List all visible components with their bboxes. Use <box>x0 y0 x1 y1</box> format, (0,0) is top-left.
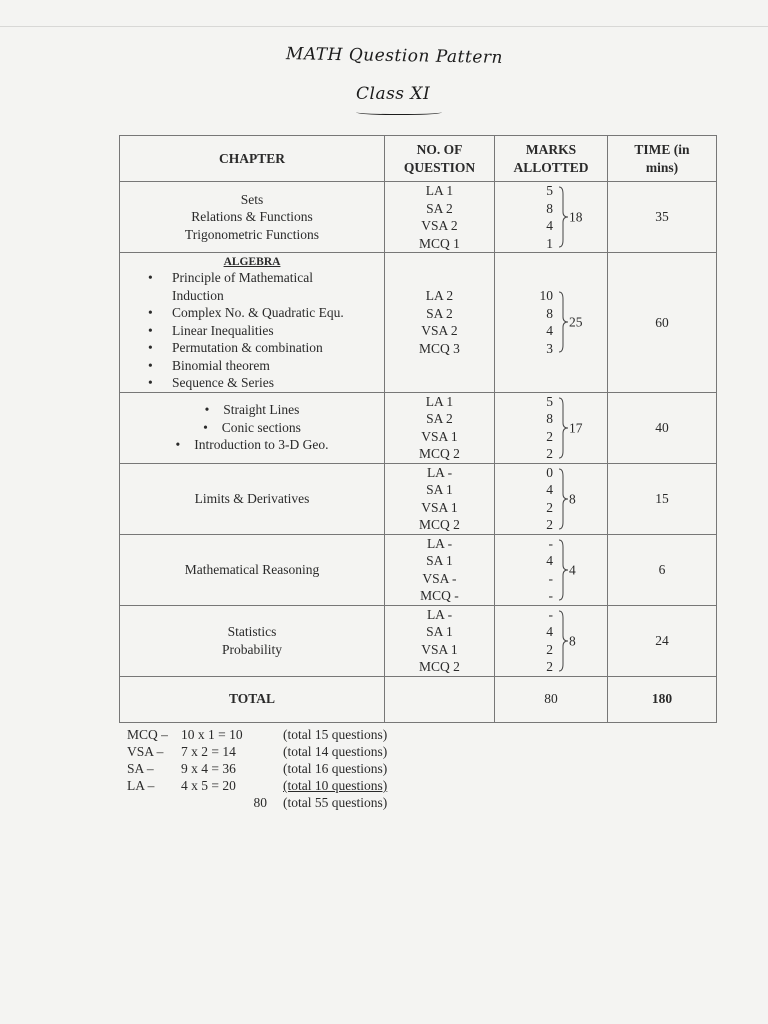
marks-cell <box>495 463 608 534</box>
summary-label: LA – <box>127 778 155 793</box>
summary-calc: 9 x 4 = 36 <box>181 761 236 776</box>
total-time: 180 <box>608 676 717 722</box>
total-label: TOTAL <box>120 676 385 722</box>
total-questions-cell <box>385 676 495 722</box>
question-count: SA 1 <box>426 482 453 497</box>
underline-mark <box>356 108 442 115</box>
chapter-name: Probability <box>222 641 282 657</box>
summary-label: VSA – <box>127 744 164 759</box>
chapter-name: Limits & Derivatives <box>194 490 310 506</box>
mark-value: - <box>548 535 553 551</box>
time-cell: 40 <box>608 392 717 463</box>
marks-subtotal: 18 <box>569 209 583 225</box>
question-count: MCQ 2 <box>419 446 460 461</box>
mark-value: - <box>548 588 553 603</box>
mark-value: 4 <box>546 323 553 339</box>
chapter-name: Trigonometric Functions <box>184 226 320 242</box>
question-count: SA 2 <box>426 305 453 321</box>
mark-value: 0 <box>546 464 553 480</box>
marks-subtotal: 25 <box>569 314 583 330</box>
mark-value: 2 <box>546 428 553 444</box>
summary-note: (total 16 questions) <box>283 761 388 776</box>
mark-value: 4 <box>546 482 553 497</box>
mark-value: 5 <box>546 183 553 198</box>
questions-cell <box>385 534 495 605</box>
table-row <box>120 392 717 463</box>
questions-cell <box>385 392 495 463</box>
mark-value: 2 <box>546 641 553 657</box>
summary-label: MCQ – <box>127 727 168 742</box>
list-item: • Linear Inequalities <box>172 322 384 340</box>
marks-cell <box>495 605 608 676</box>
brace-icon <box>557 539 569 601</box>
summary-note: (total 15 questions) <box>283 727 388 742</box>
time-cell: 60 <box>608 253 717 393</box>
mark-value: - <box>548 570 553 586</box>
list-item: • Conic sections <box>120 419 384 437</box>
chapter-cell <box>120 253 385 393</box>
summary-calc: 80 <box>253 795 267 810</box>
section-heading: ALGEBRA <box>223 256 281 268</box>
table-row <box>120 463 717 534</box>
question-count: VSA - <box>422 570 457 586</box>
handwritten-title: MATH Question Pattern <box>285 44 504 68</box>
chapter-cell <box>120 463 385 534</box>
table-row <box>120 534 717 605</box>
chapter-name: Mathematical Reasoning <box>184 561 320 577</box>
brace-icon <box>557 291 569 353</box>
question-count: VSA 1 <box>421 499 458 515</box>
mark-value: 8 <box>546 411 553 426</box>
table-row <box>120 253 717 393</box>
header-time: TIME (in mins) <box>608 136 717 182</box>
mark-value: 2 <box>546 659 553 674</box>
question-count: VSA 2 <box>421 323 458 339</box>
header-marks: MARKS ALLOTTED <box>495 136 608 182</box>
question-count: SA 2 <box>426 200 453 216</box>
mark-value: 5 <box>546 393 553 409</box>
questions-cell <box>385 463 495 534</box>
question-count: LA 2 <box>425 288 454 304</box>
table-row <box>120 182 717 253</box>
mark-value: 2 <box>546 499 553 515</box>
list-item: • Straight Lines <box>120 401 384 419</box>
marks-subtotal: 8 <box>569 632 576 648</box>
marks-cell <box>495 182 608 253</box>
brace-icon <box>557 397 569 459</box>
question-count: LA - <box>426 464 453 480</box>
question-count: MCQ 3 <box>419 340 460 356</box>
chapter-name: Sets <box>240 191 264 207</box>
question-count: LA 1 <box>425 183 454 198</box>
chapter-name: Relations & Functions <box>191 209 313 225</box>
summary-note: (total 55 questions) <box>283 795 388 810</box>
mark-value: 8 <box>546 305 553 321</box>
mark-value: 10 <box>539 288 553 304</box>
chapter-cell <box>120 182 385 253</box>
header-row <box>120 136 717 182</box>
marks-cell <box>495 253 608 393</box>
question-pattern-table <box>119 135 717 723</box>
brace-icon <box>557 610 569 672</box>
mark-value: 3 <box>546 340 553 356</box>
question-count: VSA 1 <box>421 428 458 444</box>
question-count: SA 2 <box>426 411 453 426</box>
mark-value: 4 <box>546 553 553 568</box>
question-count: VSA 2 <box>421 218 458 233</box>
marks-subtotal: 17 <box>569 419 583 435</box>
list-item: • Principle of Mathematical Induction <box>172 269 384 304</box>
chapter-cell <box>120 534 385 605</box>
mark-value: 8 <box>546 200 553 216</box>
list-item: • Binomial theorem <box>172 357 384 375</box>
marks-cell <box>495 534 608 605</box>
time-cell: 24 <box>608 605 717 676</box>
summary-row <box>127 794 387 811</box>
summary-row <box>127 743 387 760</box>
summary-label: SA – <box>127 761 154 776</box>
summary-note: (total 14 questions) <box>283 744 388 759</box>
summary-row <box>127 726 387 743</box>
list-item: • Sequence & Series <box>172 374 384 392</box>
time-cell: 6 <box>608 534 717 605</box>
mark-value: 2 <box>546 446 553 461</box>
summary-calc: 7 x 2 = 14 <box>181 744 236 759</box>
marks-subtotal: 4 <box>569 561 576 577</box>
question-count: MCQ 2 <box>419 659 460 674</box>
question-count: MCQ 2 <box>419 517 460 532</box>
question-count: MCQ 1 <box>419 235 460 251</box>
question-count: SA 1 <box>426 553 453 568</box>
summary-calc: 10 x 1 = 10 <box>181 727 243 742</box>
mark-value: 2 <box>546 517 553 532</box>
chapter-cell <box>120 605 385 676</box>
total-marks: 80 <box>495 676 608 722</box>
list-item: • Complex No. & Quadratic Equ. <box>172 304 384 322</box>
list-item: • Introduction to 3-D Geo. <box>120 436 384 454</box>
topic-list <box>120 269 384 392</box>
time-cell: 15 <box>608 463 717 534</box>
questions-cell <box>385 182 495 253</box>
handwritten-class: Class XI <box>356 84 431 104</box>
question-count: LA - <box>426 606 453 622</box>
topic-list <box>120 401 384 454</box>
summary-calc: 4 x 5 = 20 <box>181 778 236 793</box>
marks-summary <box>127 726 387 811</box>
question-count: VSA 1 <box>421 641 458 657</box>
chapter-name: Statistics <box>227 624 277 639</box>
mark-value: 4 <box>546 624 553 639</box>
total-row <box>120 676 717 722</box>
questions-cell <box>385 605 495 676</box>
question-count: SA 1 <box>426 624 453 639</box>
mark-value: 1 <box>546 235 553 251</box>
question-count: LA - <box>426 535 453 551</box>
brace-icon <box>557 186 569 248</box>
table-row <box>120 605 717 676</box>
header-chapter: CHAPTER <box>120 136 385 182</box>
time-cell: 35 <box>608 182 717 253</box>
chapter-cell <box>120 392 385 463</box>
header-questions: NO. OF QUESTION <box>385 136 495 182</box>
list-item: • Permutation & combination <box>172 339 384 357</box>
summary-row <box>127 760 387 777</box>
summary-note: (total 10 questions) <box>283 778 388 793</box>
question-count: MCQ - <box>420 588 459 603</box>
brace-icon <box>557 468 569 530</box>
summary-label <box>127 794 181 811</box>
question-count: LA 1 <box>425 393 454 409</box>
summary-row <box>127 777 387 794</box>
mark-value: - <box>548 606 553 622</box>
marks-subtotal: 8 <box>569 490 576 506</box>
marks-cell <box>495 392 608 463</box>
page-edge <box>0 26 768 27</box>
questions-cell <box>385 253 495 393</box>
mark-value: 4 <box>546 218 553 233</box>
